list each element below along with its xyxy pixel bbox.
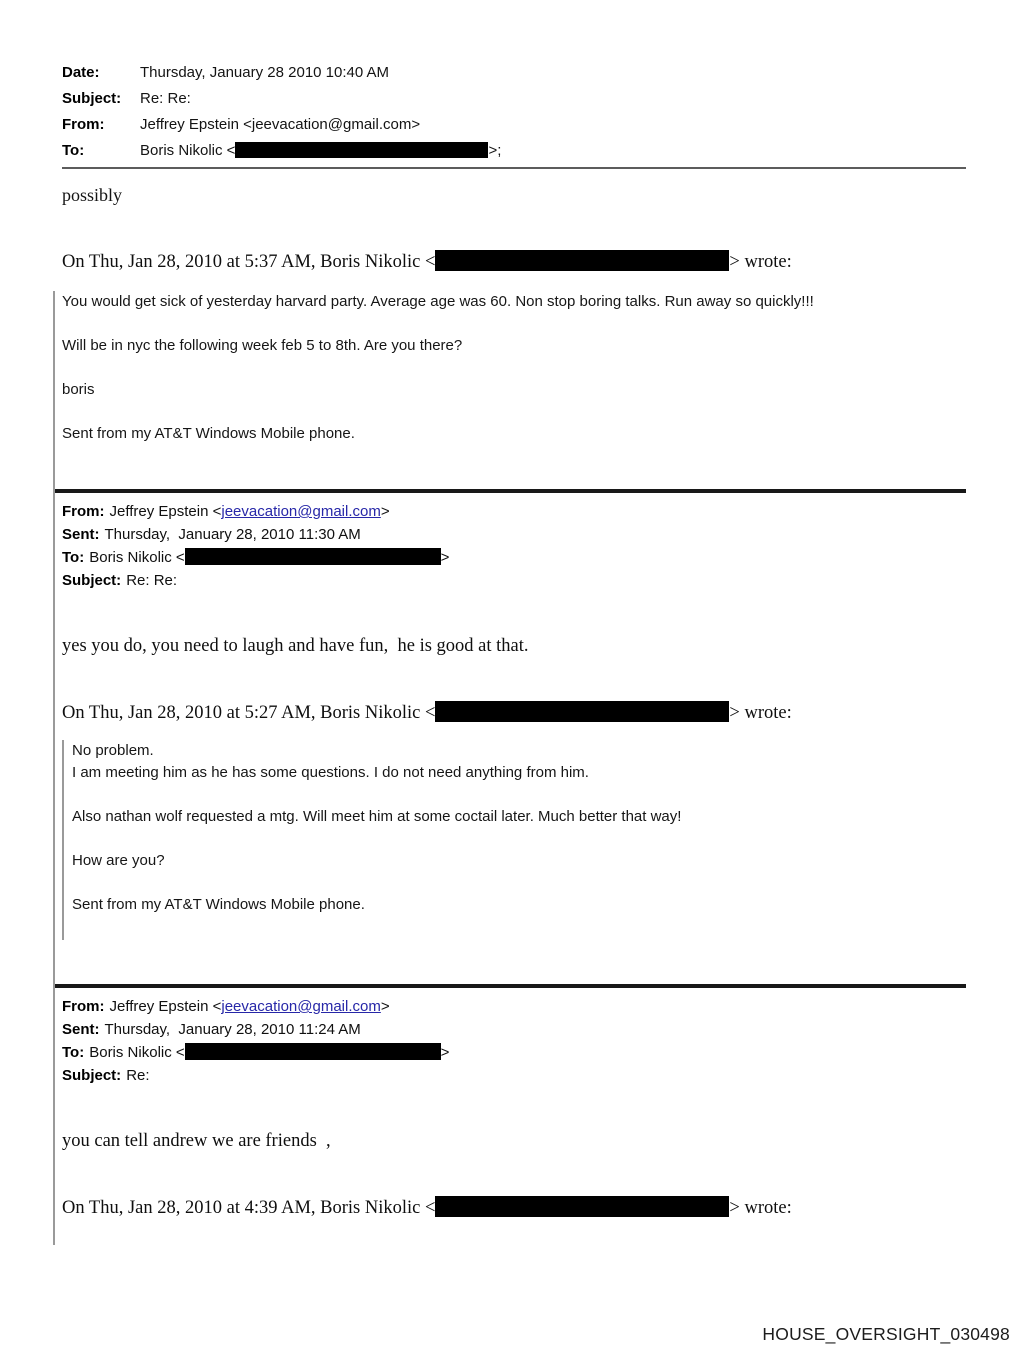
- from-value: Jeffrey Epstein <jeevacation@gmail.com>: [140, 116, 421, 133]
- date-label: Date:: [62, 64, 100, 81]
- email-header: [62, 60, 966, 164]
- to-label: To:: [62, 142, 85, 159]
- attribution-suffix: > wrote:: [729, 703, 792, 723]
- reply-text-3: you can tell andrew we are friends ,: [62, 1131, 331, 1151]
- email-link[interactable]: jeevacation@gmail.com: [221, 998, 381, 1015]
- subject-label: Subject:: [62, 1067, 122, 1084]
- from-suffix: >: [380, 998, 390, 1015]
- redaction-bar: [235, 142, 488, 158]
- from-label: From:: [62, 998, 105, 1015]
- to-value: [140, 138, 966, 164]
- quote-attribution-1: [62, 250, 966, 273]
- message-body-text: possibly: [62, 185, 123, 205]
- to-value-suffix: >;: [488, 142, 502, 159]
- quote1-paragraph: boris: [62, 381, 95, 398]
- meta-from-row: [62, 995, 966, 1018]
- to-name: Boris Nikolic <: [89, 549, 185, 566]
- attribution-suffix: > wrote:: [729, 1198, 792, 1218]
- meta-sent-row: [62, 523, 966, 546]
- attribution-suffix: > wrote:: [729, 252, 792, 272]
- redaction-bar: [435, 250, 729, 271]
- quote1-signature: Sent from my AT&T Windows Mobile phone.: [62, 425, 355, 442]
- from-label: From:: [62, 116, 105, 133]
- redaction-bar: [185, 548, 441, 565]
- subject-label: Subject:: [62, 572, 122, 589]
- subject-value: Re: Re:: [140, 90, 191, 107]
- meta-to-row: [62, 546, 966, 569]
- message-separator: [55, 489, 966, 493]
- sent-value: Thursday, January 28, 2010 11:24 AM: [104, 1021, 361, 1038]
- quote-attribution-2: [62, 701, 966, 724]
- quote2-paragraph: How are you?: [72, 852, 165, 869]
- from-label: From:: [62, 503, 105, 520]
- to-label: To:: [62, 549, 85, 566]
- meta-from-row: [62, 500, 966, 523]
- meta-subject-row: [62, 569, 966, 592]
- to-value-prefix: Boris Nikolic <: [140, 142, 236, 159]
- quoted-message-level-1: [53, 291, 966, 1245]
- meta-subject-row: [62, 1064, 966, 1087]
- sent-value: Thursday, January 28, 2010 11:30 AM: [104, 526, 361, 543]
- message-separator: [55, 984, 966, 988]
- redaction-bar: [185, 1043, 441, 1060]
- reply-text-2: yes you do, you need to laugh and have fun, he is good at that.: [62, 636, 529, 656]
- from-name: Jeffrey Epstein <: [109, 998, 222, 1015]
- quote1-paragraph: You would get sick of yesterday harvard party. Average age was 60. Non stop boring talks. Run away so quickly!!!: [62, 293, 814, 310]
- to-label: To:: [62, 1044, 85, 1061]
- attribution-text: On Thu, Jan 28, 2010 at 4:39 AM, Boris Nikolic <: [62, 1198, 436, 1218]
- email-link[interactable]: jeevacation@gmail.com: [221, 503, 381, 520]
- quote2-paragraph: Also nathan wolf requested a mtg. Will meet him at some coctail later. Much better that way!: [72, 808, 682, 825]
- header-divider: [62, 167, 966, 169]
- subject-value: Re:: [126, 1067, 150, 1084]
- quoted-message-level-2: [62, 740, 966, 940]
- attribution-text: On Thu, Jan 28, 2010 at 5:27 AM, Boris Nikolic <: [62, 703, 436, 723]
- to-suffix: >: [440, 549, 450, 566]
- to-name: Boris Nikolic <: [89, 1044, 185, 1061]
- quote2-line: I am meeting him as he has some questions. I do not need anything from him.: [72, 764, 589, 781]
- quote-attribution-3: [62, 1196, 966, 1219]
- meta-sent-row: [62, 1018, 966, 1041]
- from-name: Jeffrey Epstein <: [109, 503, 222, 520]
- sent-label: Sent:: [62, 1021, 100, 1038]
- redaction-bar: [435, 701, 729, 722]
- attribution-text: On Thu, Jan 28, 2010 at 5:37 AM, Boris Nikolic <: [62, 252, 436, 272]
- sent-label: Sent:: [62, 526, 100, 543]
- meta-to-row: [62, 1041, 966, 1064]
- bates-number: HOUSE_OVERSIGHT_030498: [762, 1324, 1010, 1344]
- quote2-paragraph: [72, 740, 966, 784]
- quote2-signature: Sent from my AT&T Windows Mobile phone.: [72, 896, 365, 913]
- to-suffix: >: [440, 1044, 450, 1061]
- redaction-bar: [435, 1196, 729, 1217]
- subject-label: Subject:: [62, 90, 122, 107]
- date-value: Thursday, January 28 2010 10:40 AM: [140, 64, 390, 81]
- forwarded-header-2: [62, 500, 966, 592]
- forwarded-header-3: [62, 995, 966, 1087]
- subject-value: Re: Re:: [126, 572, 178, 589]
- quote1-paragraph: Will be in nyc the following week feb 5 to 8th. Are you there?: [62, 337, 463, 354]
- from-suffix: >: [380, 503, 390, 520]
- quote2-line: No problem.: [72, 742, 154, 759]
